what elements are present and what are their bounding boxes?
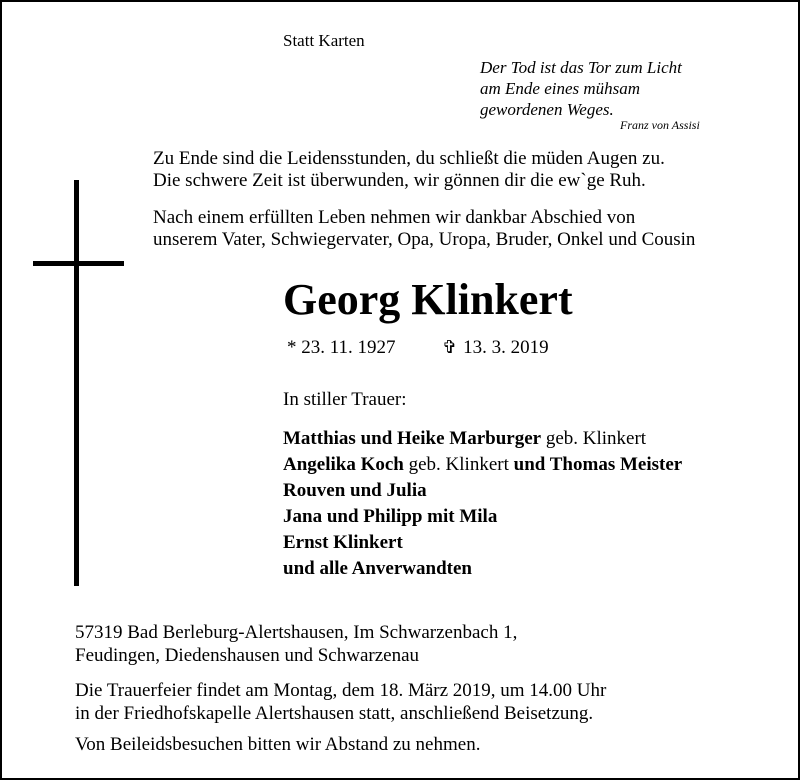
quote-line: gewordenen Weges. (480, 100, 614, 119)
ceremony-line: in der Friedhofskapelle Alertshausen statt, anschließend Beisetzung. (75, 703, 594, 724)
death-cross-icon: ✞ (442, 337, 458, 358)
intro-line: Nach einem erfüllten Leben nehmen wir dankbar Abschied von (153, 207, 636, 228)
mourning-heading: In stiller Trauer: (283, 389, 407, 410)
poem-line: Zu Ende sind die Leidensstunden, du schließt die müden Augen zu. (153, 148, 665, 169)
deceased-name: Georg Klinkert (283, 275, 573, 324)
mourner-row: Jana und Philipp mit Mila (283, 506, 498, 527)
mourners-list (283, 426, 682, 582)
quote-line: Der Tod ist das Tor zum Licht (480, 58, 682, 77)
cross-icon-crossbar (33, 261, 124, 266)
address-line: Feudingen, Diedenshausen und Schwarzenau (75, 645, 420, 666)
death-date: 13. 3. 2019 (463, 337, 549, 358)
address-block (75, 621, 517, 667)
poem-line: Die schwere Zeit ist überwunden, wir gönnen dir die ew`ge Ruh. (153, 170, 646, 191)
quote-line: am Ende eines mühsam (480, 79, 641, 98)
mourner-row: Ernst Klinkert (283, 532, 403, 553)
mourner-row: Rouven und Julia (283, 480, 427, 501)
intro-text (153, 207, 695, 251)
mourner-note: geb. Klinkert (403, 454, 514, 475)
cross-icon (74, 180, 79, 586)
mourner-note: geb. Klinkert (541, 428, 647, 449)
mourner-name: Angelika Koch (283, 454, 404, 475)
mourner-row (283, 452, 682, 478)
ceremony-line: Die Trauerfeier findet am Montag, dem 18. März 2019, um 14.00 Uhr (75, 680, 607, 701)
ceremony-info (75, 679, 606, 725)
address-line: 57319 Bad Berleburg-Alertshausen, Im Schwarzenbach 1, (75, 622, 518, 643)
death-date-row (442, 337, 549, 359)
birth-date: * 23. 11. 1927 (287, 337, 396, 358)
intro-line: unserem Vater, Schwiegervater, Opa, Uropa, Bruder, Onkel und Cousin (153, 229, 696, 250)
statt-karten-label: Statt Karten (283, 31, 365, 50)
condolence-request: Von Beileidsbesuchen bitten wir Abstand zu nehmen. (75, 734, 481, 755)
mourner-row: und alle Anverwandten (283, 558, 472, 579)
mourner-row (283, 426, 682, 452)
mourner-name: Matthias und Heike Marburger (283, 428, 542, 449)
quote-block (480, 57, 682, 120)
mourner-name: und Thomas Meister (513, 454, 683, 475)
poem-block (153, 148, 665, 192)
quote-author: Franz von Assisi (620, 118, 700, 132)
